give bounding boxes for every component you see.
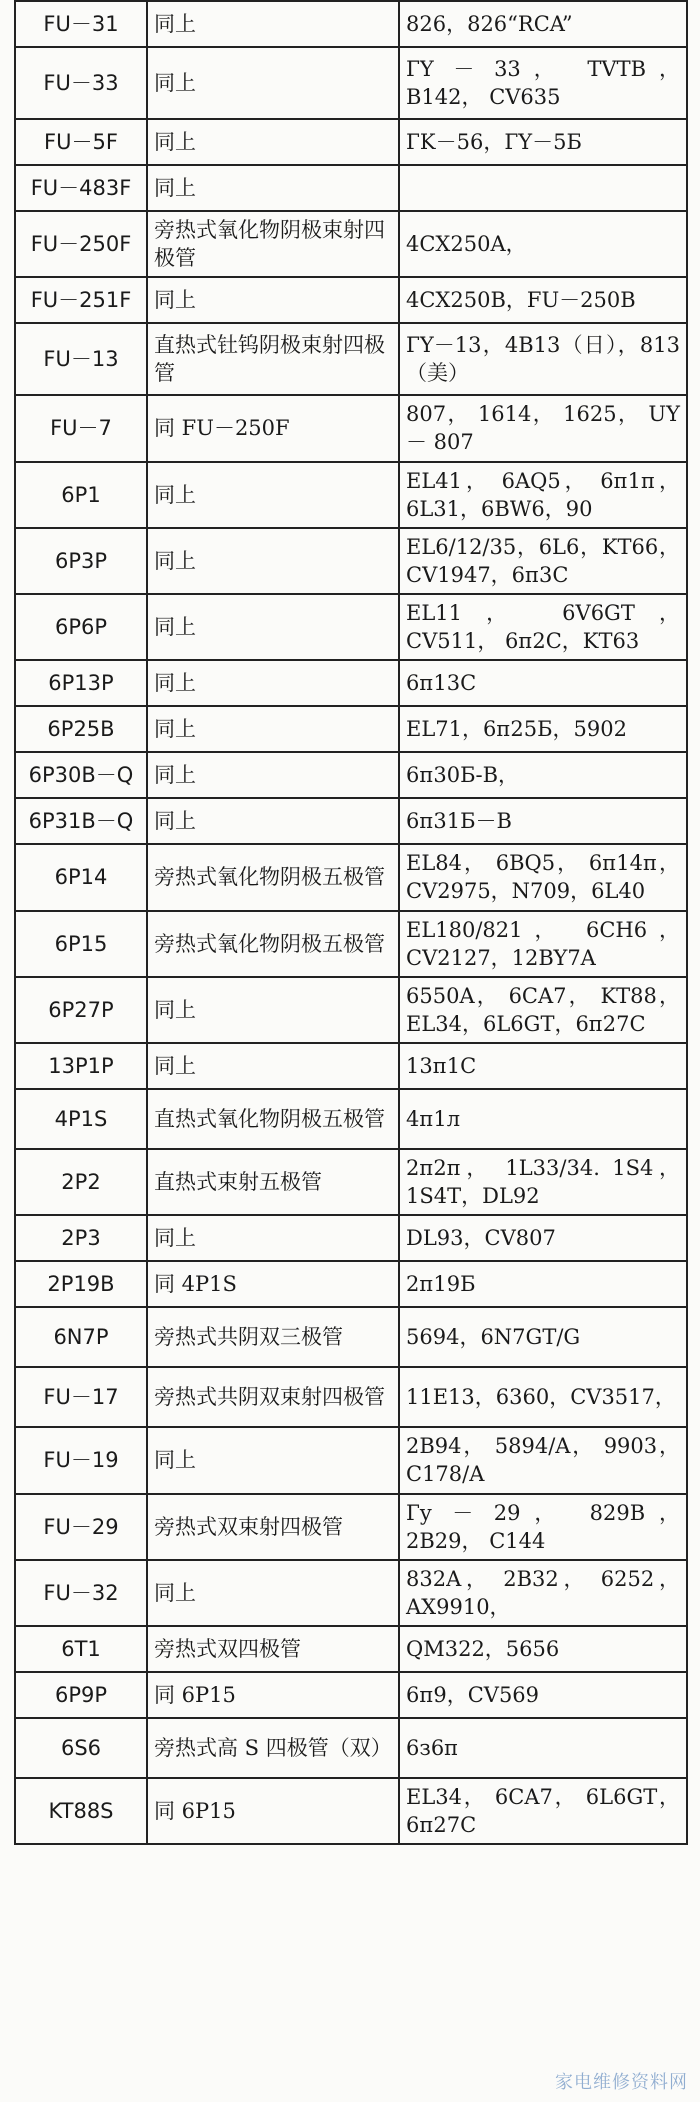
tube-model-cell: FU－13: [15, 323, 147, 395]
tube-type-cell: 旁热式氧化物阴极五极管: [147, 844, 399, 910]
table-row: [15, 1043, 687, 1089]
tube-equivalents-cell: 2п2п， 1L33/34. 1S4， 1S4T，DL92: [399, 1149, 687, 1215]
tube-model-cell: 6P1: [15, 462, 147, 528]
tube-equivalents-cell: 6з6п: [399, 1718, 687, 1778]
tube-model-cell: FU－17: [15, 1367, 147, 1427]
table-row: [15, 1261, 687, 1307]
tube-type-cell: 同上: [147, 1427, 399, 1493]
tube-model-cell: 4P1S: [15, 1089, 147, 1149]
tube-equivalents-cell: EL84， 6BQ5， 6п14п， CV2975，N709，6L40: [399, 844, 687, 910]
table-row: [15, 660, 687, 706]
tube-type-cell: 旁热式氧化物阴极五极管: [147, 911, 399, 977]
tube-type-cell: 同上: [147, 47, 399, 119]
tube-type-cell: 同上: [147, 528, 399, 594]
table-row: [15, 119, 687, 165]
tube-type-cell: 同上: [147, 165, 399, 211]
tube-type-cell: 直热式氧化物阴极五极管: [147, 1089, 399, 1149]
tube-equivalents-cell: [399, 165, 687, 211]
tube-model-cell: FU－32: [15, 1560, 147, 1626]
tube-model-cell: 6P15: [15, 911, 147, 977]
tube-type-cell: 同 6P15: [147, 1672, 399, 1718]
tube-equivalents-cell: EL11， 6V6GT， CV511， 6п2C，KT63: [399, 594, 687, 660]
tube-equivalents-cell: ГK－56，ГY－5Б: [399, 119, 687, 165]
tube-type-cell: 同上: [147, 462, 399, 528]
tube-model-cell: 6P27P: [15, 977, 147, 1043]
tube-type-cell: 直热式钍钨阴极束射四极管: [147, 323, 399, 395]
tube-type-cell: 同 FU－250F: [147, 395, 399, 461]
tube-equivalents-cell: EL71，6п25Б，5902: [399, 706, 687, 752]
tube-type-cell: 同上: [147, 660, 399, 706]
tube-equivalents-cell: DL93，CV807: [399, 1215, 687, 1261]
table-row: [15, 1626, 687, 1672]
tube-type-cell: 同上: [147, 1560, 399, 1626]
tube-type-cell: 同上: [147, 977, 399, 1043]
table-row: [15, 798, 687, 844]
tube-type-cell: 旁热式高 S 四极管（双）: [147, 1718, 399, 1778]
tube-model-cell: 6P25B: [15, 706, 147, 752]
tube-type-cell: 直热式束射五极管: [147, 1149, 399, 1215]
tube-equivalents-cell: 4CX250B，FU－250B: [399, 277, 687, 323]
tube-equivalents-cell: 6п31Б－B: [399, 798, 687, 844]
tube-equivalents-cell: ГY－13，4B13（日），813（美）: [399, 323, 687, 395]
table-row: [15, 277, 687, 323]
table-row: [15, 1427, 687, 1493]
table-row: [15, 1307, 687, 1367]
table-row: [15, 1672, 687, 1718]
tube-type-cell: 同上: [147, 119, 399, 165]
tube-type-cell: 同上: [147, 752, 399, 798]
table-row: [15, 1367, 687, 1427]
table-row: [15, 528, 687, 594]
tube-equivalents-cell: EL41， 6AQ5， 6п1п， 6L31，6BW6，90: [399, 462, 687, 528]
tube-equivalents-cell: 11E13，6360，CV3517，: [399, 1367, 687, 1427]
tube-model-cell: 2P19B: [15, 1261, 147, 1307]
tube-model-cell: KT88S: [15, 1778, 147, 1844]
tube-type-cell: 同上: [147, 1215, 399, 1261]
tube-equivalents-cell: EL34， 6CA7， 6L6GT， 6п27C: [399, 1778, 687, 1844]
table-row: [15, 594, 687, 660]
tube-equivalents-cell: 4п1л: [399, 1089, 687, 1149]
tube-model-cell: FU－5F: [15, 119, 147, 165]
table-row: [15, 211, 687, 277]
table-row: [15, 1089, 687, 1149]
table-row: [15, 1560, 687, 1626]
tube-model-cell: 6P31B－Q: [15, 798, 147, 844]
tube-model-cell: FU－19: [15, 1427, 147, 1493]
tube-equivalents-cell: 6550A， 6CA7， KT88， EL34，6L6GT，6п27C: [399, 977, 687, 1043]
tube-model-cell: FU－33: [15, 47, 147, 119]
table-row: [15, 1, 687, 47]
tube-equivalents-cell: 6п9，CV569: [399, 1672, 687, 1718]
tube-equivalents-cell: QM322，5656: [399, 1626, 687, 1672]
table-row: [15, 165, 687, 211]
tube-model-cell: FU－7: [15, 395, 147, 461]
table-row: [15, 911, 687, 977]
tube-equivalents-cell: 807， 1614， 1625， UY － 807: [399, 395, 687, 461]
tube-model-cell: 6T1: [15, 1626, 147, 1672]
tube-type-cell: 同上: [147, 706, 399, 752]
tube-model-cell: 6S6: [15, 1718, 147, 1778]
tube-type-cell: 同 4P1S: [147, 1261, 399, 1307]
table-row: [15, 752, 687, 798]
tube-equivalents-table: [14, 0, 688, 1845]
table-row: [15, 1215, 687, 1261]
table-row: [15, 395, 687, 461]
tube-model-cell: FU－251F: [15, 277, 147, 323]
tube-equivalents-cell: 6п30Б-B，: [399, 752, 687, 798]
tube-type-cell: 同 6P15: [147, 1778, 399, 1844]
tube-equivalents-cell: 2B94， 5894/A， 9903， C178/A: [399, 1427, 687, 1493]
tube-model-cell: 6P9P: [15, 1672, 147, 1718]
table-row: [15, 323, 687, 395]
tube-type-cell: 旁热式双四极管: [147, 1626, 399, 1672]
tube-model-cell: 6N7P: [15, 1307, 147, 1367]
tube-type-cell: 旁热式共阴双三极管: [147, 1307, 399, 1367]
tube-equivalents-cell: 5694，6N7GT/G: [399, 1307, 687, 1367]
tube-model-cell: 2P2: [15, 1149, 147, 1215]
tube-type-cell: 同上: [147, 798, 399, 844]
table-body: [15, 1, 687, 1844]
table-row: [15, 1494, 687, 1560]
tube-model-cell: 6P14: [15, 844, 147, 910]
table-row: [15, 462, 687, 528]
tube-equivalents-cell: 826，826“RCA”: [399, 1, 687, 47]
tube-model-cell: 2P3: [15, 1215, 147, 1261]
table-row: [15, 47, 687, 119]
tube-equivalents-cell: 832A， 2B32， 6252， AX9910，: [399, 1560, 687, 1626]
tube-model-cell: FU－250F: [15, 211, 147, 277]
tube-type-cell: 旁热式共阴双束射四极管: [147, 1367, 399, 1427]
tube-type-cell: 同上: [147, 1, 399, 47]
tube-type-cell: 同上: [147, 277, 399, 323]
tube-equivalents-cell: 6п13C: [399, 660, 687, 706]
tube-model-cell: 6P3P: [15, 528, 147, 594]
tube-equivalents-cell: EL180/821， 6CH6， CV2127，12BY7A: [399, 911, 687, 977]
table-row: [15, 1718, 687, 1778]
tube-model-cell: 6P13P: [15, 660, 147, 706]
tube-model-cell: FU－31: [15, 1, 147, 47]
tube-type-cell: 旁热式双束射四极管: [147, 1494, 399, 1560]
tube-type-cell: 同上: [147, 1043, 399, 1089]
tube-type-cell: 旁热式氧化物阴极束射四极管: [147, 211, 399, 277]
tube-model-cell: 6P30B－Q: [15, 752, 147, 798]
tube-equivalents-cell: ГY － 33， TVTB， B142， CV635: [399, 47, 687, 119]
tube-equivalents-cell: Гy － 29， 829B， 2B29， C144: [399, 1494, 687, 1560]
site-watermark: 家电维修资料网: [555, 2072, 688, 2093]
table-row: [15, 844, 687, 910]
tube-equivalents-cell: 2п19Б: [399, 1261, 687, 1307]
tube-equivalents-cell: EL6/12/35，6L6，KT66，CV1947，6п3C: [399, 528, 687, 594]
tube-model-cell: FU－483F: [15, 165, 147, 211]
table-row: [15, 706, 687, 752]
table-row: [15, 1149, 687, 1215]
tube-model-cell: FU－29: [15, 1494, 147, 1560]
tube-model-cell: 6P6P: [15, 594, 147, 660]
tube-type-cell: 同上: [147, 594, 399, 660]
tube-equivalents-cell: 4CX250A，: [399, 211, 687, 277]
table-row: [15, 1778, 687, 1844]
tube-model-cell: 13P1P: [15, 1043, 147, 1089]
tube-equivalents-cell: 13п1C: [399, 1043, 687, 1089]
table-row: [15, 977, 687, 1043]
